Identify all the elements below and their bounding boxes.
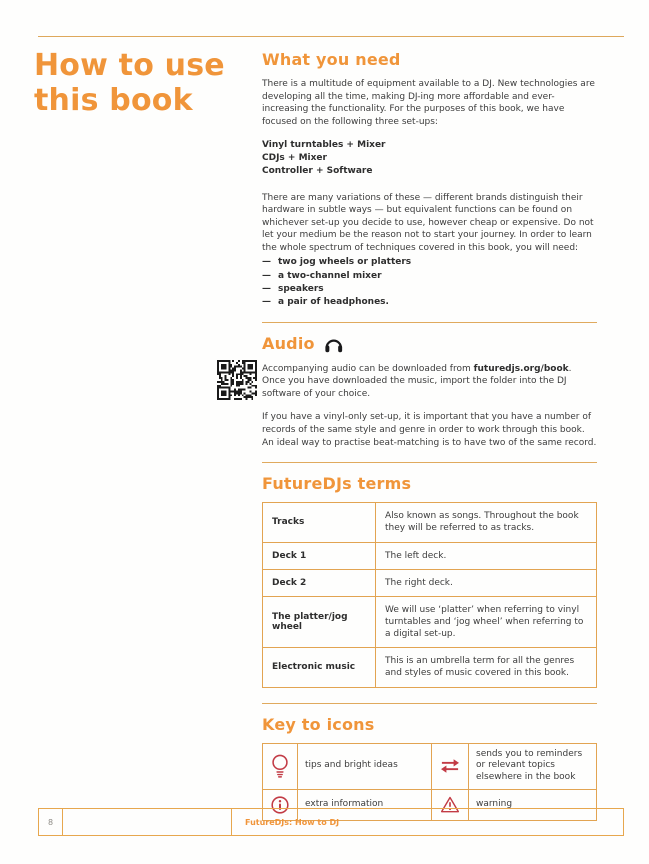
- section-heading-terms: FutureDJs terms: [262, 474, 412, 494]
- terms-table: [262, 502, 597, 687]
- needs-item: [262, 296, 597, 309]
- section-heading-key-to-icons: Key to icons: [262, 714, 375, 734]
- icon-label: extra information: [298, 789, 432, 820]
- table-row: [263, 648, 597, 687]
- page-title-line2: this book: [34, 83, 193, 119]
- icon-cell: [432, 743, 469, 789]
- icon-cell: [263, 743, 298, 789]
- audio-paragraph-2: If you have a vinyl-only set-up, it is important that you have a number of records of the same style and genre in order to work through this book. An ideal way to practise beat-matching is to have two of the same record.: [262, 412, 597, 448]
- what-you-need-variations: There are many variations of these — different brands distinguish their hardware in subtle ways — but equivalent functions can be found on whichever set-up you decide to use, however cheap or expensive. Do not let your medium be the reason not to start your journey. In order to learn the whole spectrum of techniques covered in this book, you will need:: [262, 192, 594, 253]
- needs-list: [262, 256, 597, 308]
- page-title: [34, 48, 244, 118]
- definition-cell: Also known as songs. Throughout the book they will be referred to as tracks.: [376, 503, 597, 542]
- page-title-line1: How to use: [34, 48, 225, 83]
- footer-book-title: FutureDJs: How to DJ: [245, 817, 340, 827]
- section-heading-audio: Audio: [262, 333, 315, 353]
- table-row: [263, 503, 597, 542]
- lightbulb-icon: [270, 753, 290, 779]
- dash-bullet: —: [262, 296, 271, 307]
- audio-p1-post: . Once you have downloaded the music, import the folder into the DJ software of your choice.: [262, 363, 572, 399]
- section-divider: [262, 703, 597, 704]
- term-cell: The platter/jog wheel: [263, 596, 376, 647]
- setup-item: Vinyl turntables + Mixer: [262, 140, 386, 151]
- table-row: [263, 569, 597, 596]
- term-cell: Electronic music: [263, 648, 376, 687]
- what-you-need-intro: There is a multitude of equipment available to a DJ. New technologies are developing all the time, making DJ-ing more affordable and ever-increasing the functionality. For the purposes of this book, we have focused on the following three set-ups:: [262, 79, 595, 127]
- icon-label: warning: [469, 789, 597, 820]
- term-cell: Deck 1: [263, 542, 376, 569]
- dash-bullet: —: [262, 270, 271, 281]
- setup-item: Controller + Software: [262, 166, 373, 177]
- dash-bullet: —: [262, 283, 271, 294]
- dash-bullet: —: [262, 257, 271, 268]
- needs-item-label: a two-channel mixer: [278, 270, 382, 281]
- definition-cell: This is an umbrella term for all the genres and styles of music covered in this book.: [376, 648, 597, 687]
- needs-item: [262, 270, 597, 283]
- needs-item-label: speakers: [278, 283, 324, 294]
- icon-label: tips and bright ideas: [298, 743, 432, 789]
- needs-item: [262, 256, 597, 269]
- needs-item-label: a pair of headphones.: [278, 296, 389, 307]
- main-column: [262, 50, 597, 821]
- needs-item-label: two jog wheels or platters: [278, 257, 412, 268]
- needs-item: [262, 283, 597, 296]
- definition-cell: The left deck.: [376, 542, 597, 569]
- top-rule: [38, 36, 624, 37]
- audio-p1-pre: Accompanying audio can be downloaded from: [262, 363, 474, 374]
- section-heading-what-you-need: What you need: [262, 50, 401, 69]
- section-divider: [262, 322, 597, 323]
- setup-list: [262, 139, 597, 178]
- term-cell: Deck 2: [263, 569, 376, 596]
- page-number: 8: [39, 809, 63, 835]
- headphones-icon: [323, 334, 344, 353]
- section-divider: [262, 462, 597, 463]
- transfer-arrows-icon: [439, 757, 461, 775]
- page-footer: [38, 808, 624, 836]
- setup-item: CDJs + Mixer: [262, 153, 327, 164]
- footer-spacer: [63, 809, 232, 835]
- term-cell: Tracks: [263, 503, 376, 542]
- table-row: [263, 542, 597, 569]
- audio-download-url: futuredjs.org/book: [473, 363, 569, 374]
- audio-paragraph-1: [262, 363, 597, 401]
- definition-cell: The right deck.: [376, 569, 597, 596]
- definition-cell: We will use ‘platter’ when referring to vinyl turntables and ‘jog wheel’ when referring to a digital set-up.: [376, 596, 597, 647]
- icon-label: sends you to reminders or relevant topics elsewhere in the book: [469, 743, 597, 789]
- qr-code: [217, 360, 257, 400]
- audio-section: [262, 334, 597, 450]
- table-row: [263, 743, 597, 789]
- table-row: [263, 596, 597, 647]
- audio-heading-row: [262, 334, 597, 353]
